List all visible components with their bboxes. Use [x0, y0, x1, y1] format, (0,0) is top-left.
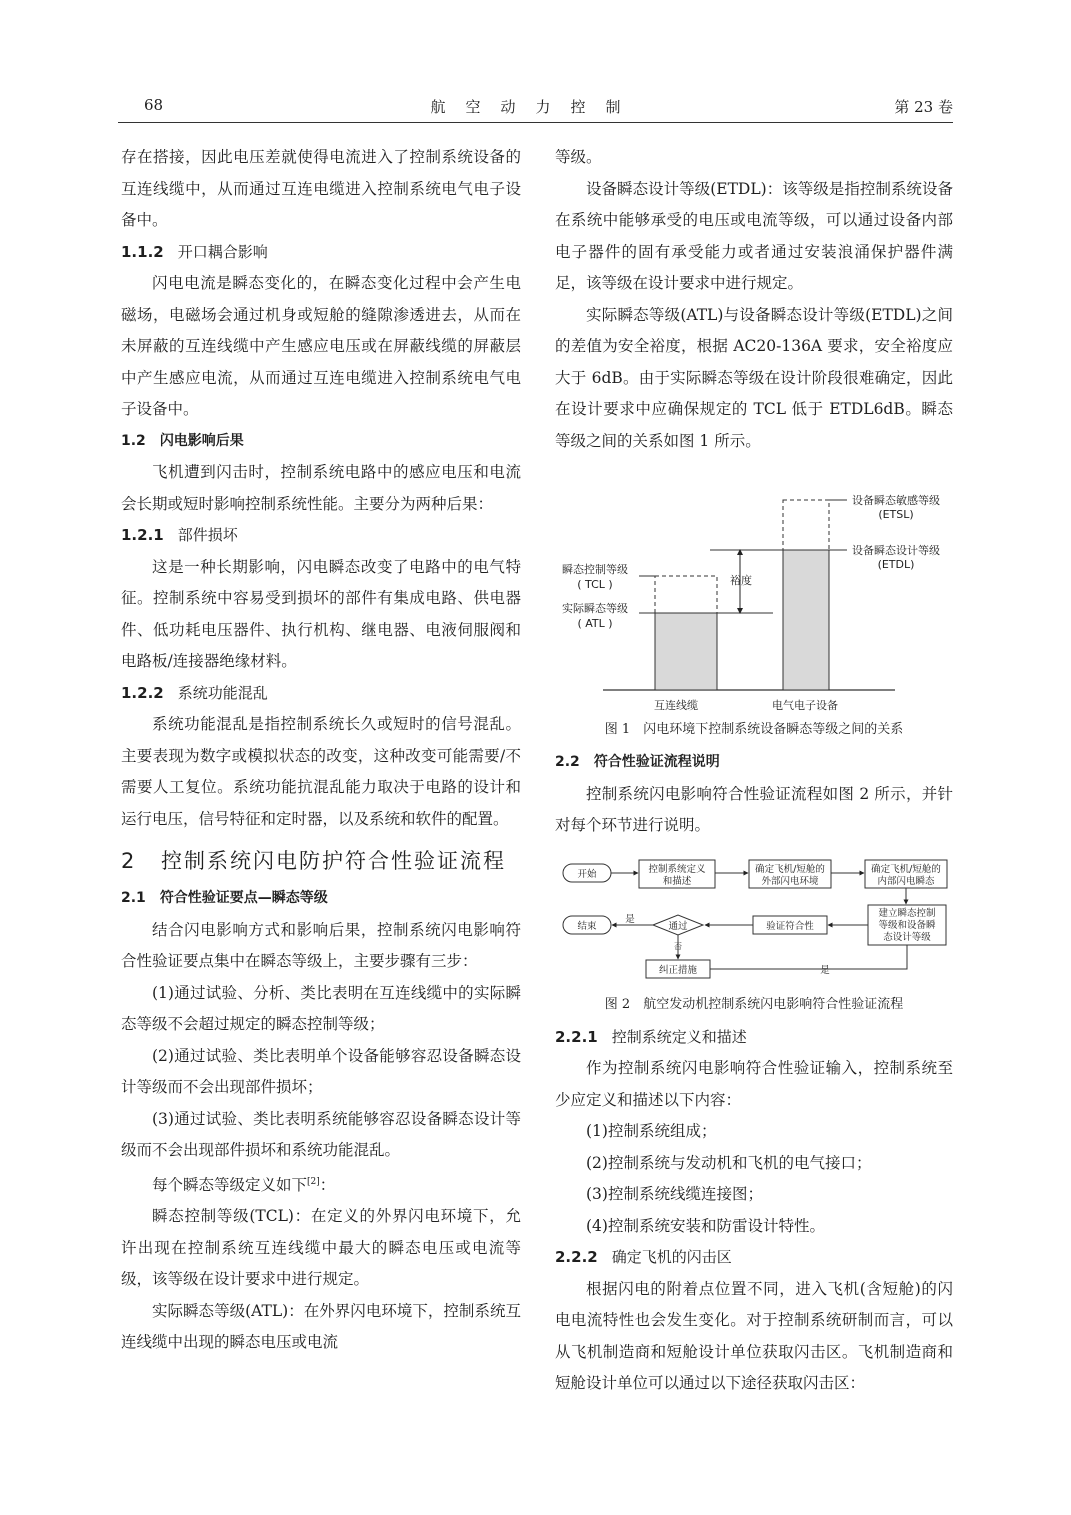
volume-label: 第 23 卷	[894, 98, 953, 116]
paragraph: 存在搭接，因此电压差就使得电流进入了控制系统设备的互连线缆中，从而通过互连电缆进入控制系统电气电子设备中。	[121, 148, 521, 229]
list-item: (2)通过试验、类比表明单个设备能够容忍设备瞬态设计等级而不会出现部件损坏；	[121, 1046, 521, 1096]
box-corrective-action-label: 纠正措施	[658, 964, 698, 976]
paragraph-text: 每个瞬态等级定义如下	[152, 1175, 308, 1194]
section-heading-1-2	[121, 426, 521, 458]
paragraph-end: ：	[319, 1175, 336, 1194]
paragraph: 结合闪电影响方式和影响后果，控制系统闪电影响符合性验证要点集中在瞬态等级上，主要步骤有三步：	[121, 920, 521, 970]
tcl-label: 瞬态控制等级	[562, 563, 628, 576]
etsl-abbr: (ETSL)	[878, 508, 914, 521]
section-heading-2-2-2	[555, 1242, 953, 1274]
paragraph: 设备瞬态设计等级(ETDL)：该等级是指控制系统设备在系统中能够承受的电压或电流等级，可以通过设备内部电子器件的固有承受能力或者通过安装浪涌保护器件满足，该等级在设计要求中进行规定。	[555, 179, 953, 292]
section-number: 2.2.1	[555, 1027, 598, 1046]
box-establish-levels-line2: 等级和设备瞬	[878, 919, 936, 931]
paragraph: 实际瞬态等级(ATL)：在外界闪电环境下，控制系统互连线缆中出现的瞬态电压或电流	[121, 1301, 521, 1352]
paragraph: 飞机遭到闪击时，控制系统电路中的感应电压和电流会长期或短时影响控制系统性能。主要分为两种后果：	[121, 463, 521, 513]
end-label: 结束	[577, 920, 597, 932]
section-heading-1-2-2	[121, 678, 521, 710]
cable-atl-bar	[655, 613, 717, 690]
section-title: 控制系统闪电防护符合性验证流程	[161, 849, 506, 873]
paragraph: 等级。	[555, 148, 602, 166]
box-establish-levels-line1: 建立瞬态控制	[878, 907, 936, 919]
equipment-etdl-bar	[783, 550, 829, 690]
paragraph: 系统功能混乱是指控制系统长久或短时的信号混乱。主要表现为数字或模拟状态的改变，这种改变可能需要/不需要人工复位。系统功能抗混乱能力取决于电路的设计和运行电压，信号特征和定时器，以及系统和软件的配置。	[121, 715, 521, 828]
section-number: 2	[121, 849, 135, 873]
box-define-system-line1: 控制系统定义	[648, 863, 706, 875]
section-title: 符合性验证流程说明	[593, 754, 720, 770]
section-title: 闪电影响后果	[159, 432, 244, 449]
paragraph: 控制系统闪电影响符合性验证流程如图 2 所示，并针对每个环节进行说明。	[555, 784, 953, 834]
paragraph: 瞬态控制等级(TCL)：在定义的外界闪电环境下，允许出现在控制系统互连线缆中最大的瞬态电压或电流等级，该等级在设计要求中进行规定。	[121, 1207, 521, 1289]
running-header	[118, 96, 953, 123]
no-label: 否	[674, 941, 682, 951]
margin-label: 裕度	[730, 574, 752, 587]
list-item: (4)控制系统安装和防雷设计特性。	[586, 1216, 825, 1235]
section-heading-2-2	[555, 747, 953, 779]
box-internal-transient-line2: 内部闪电瞬态	[877, 875, 935, 887]
box-establish-levels-line3: 态设计等级	[883, 931, 931, 943]
paragraph: 根据闪电的附着点位置不同，进入飞机(含短舱)的闪电电流特性也会发生变化。对于控制系统研制而言，可以从飞机制造商和短舱设计单位获取闪击区。飞机制造商和短舱设计单位可以通过以下途径获取闪击区：	[555, 1279, 953, 1392]
section-heading-1-2-1	[121, 520, 521, 552]
paragraph	[121, 1167, 521, 1202]
figure-2-caption: 图 2 航空发动机控制系统闪电影响符合性验证流程	[604, 996, 904, 1012]
section-number: 1.1.2	[121, 242, 164, 261]
section-heading-1-1-2	[121, 237, 521, 269]
box-verify-label: 验证符合性	[766, 920, 814, 932]
list-item: (3)通过试验、类比表明系统能够容忍设备瞬态设计等级而不会出现部件损坏和系统功能混乱。	[121, 1109, 521, 1159]
paragraph: 这是一种长期影响，闪电瞬态改变了电路中的电气特征。控制系统中容易受到损坏的部件有集成电路、供电器件、低功耗电压器件、执行机构、继电器、电液伺服阀和电路板/连接器绝缘材料。	[121, 557, 521, 670]
decision-pass-label: 通过	[668, 920, 688, 932]
right-column	[555, 142, 953, 1400]
x-label-cable: 互连线缆	[654, 699, 698, 712]
etdl-abbr: (ETDL)	[877, 558, 915, 571]
section-title: 部件损坏	[177, 526, 238, 544]
section-number: 2.1	[121, 890, 146, 906]
list-item: (1)控制系统组成；	[586, 1122, 717, 1140]
section-title: 系统功能混乱	[177, 683, 268, 702]
start-label: 开始	[577, 868, 597, 880]
section-heading-2	[121, 843, 521, 879]
list-item: (1)通过试验、分析、类比表明在互连线缆中的实际瞬态等级不会超过规定的瞬态控制等级；	[121, 983, 521, 1033]
yes-label-2: 是	[820, 964, 830, 976]
etdl-label: 设备瞬态设计等级	[852, 544, 940, 557]
atl-label: 实际瞬态等级	[562, 602, 628, 615]
left-column	[121, 142, 521, 1359]
figure-2-flowchart	[555, 852, 953, 990]
etsl-label: 设备瞬态敏感等级	[852, 494, 940, 507]
page-number: 68	[144, 96, 164, 114]
section-number: 1.2.1	[121, 526, 164, 544]
box-internal-transient-line1: 确定飞机/短舱的	[871, 863, 941, 875]
list-item: (2)控制系统与发动机和飞机的电气接口；	[586, 1153, 872, 1172]
section-number: 2.2.2	[555, 1248, 598, 1266]
x-label-equipment: 电气电子设备	[772, 699, 838, 712]
box-external-env-line1: 确定飞机/短舱的	[755, 863, 825, 875]
citation-ref: [2]	[307, 1176, 320, 1187]
figure-1-caption: 图 1 闪电环境下控制系统设备瞬态等级之间的关系	[604, 722, 904, 737]
section-heading-2-2-1	[555, 1022, 953, 1054]
box-external-env-line2: 外部闪电环境	[761, 875, 819, 887]
figure-1-diagram	[555, 473, 953, 715]
journal-title: 航空动力控制	[430, 98, 641, 116]
paragraph: 作为控制系统闪电影响符合性验证输入，控制系统至少应定义和描述以下内容：	[555, 1059, 953, 1109]
section-title: 控制系统定义和描述	[611, 1027, 747, 1046]
section-number: 2.2	[555, 754, 580, 770]
atl-abbr: ( ATL )	[577, 617, 613, 630]
tcl-abbr: ( TCL )	[577, 578, 613, 591]
box-define-system-line2: 和描述	[662, 875, 692, 887]
yes-label-1: 是	[625, 913, 635, 925]
paragraph: 闪电电流是瞬态变化的，在瞬态变化过程中会产生电磁场，电磁场会通过机身或短舱的缝隙渗透进去，从而在未屏蔽的互连线缆中产生感应电压或在屏蔽线缆的屏蔽层中产生感应电流，从而通过互连电缆进入控制系统电气电子设备中。	[121, 274, 521, 418]
section-title: 开口耦合影响	[177, 242, 268, 261]
list-item: (3)控制系统线缆连接图；	[586, 1185, 763, 1203]
section-number: 1.2	[121, 432, 146, 449]
section-number: 1.2.2	[121, 683, 164, 702]
section-title: 符合性验证要点—瞬态等级	[159, 890, 328, 906]
section-title: 确定飞机的闪击区	[611, 1248, 732, 1266]
paragraph: 实际瞬态等级(ATL)与设备瞬态设计等级(ETDL)之间的差值为安全裕度，根据 AC20-136A 要求，安全裕度应大于 6dB。由于实际瞬态等级在设计阶段很难确定，因此在设计要求中应确保规定的 TCL 低于 ETDL6dB。瞬态等级之间的关系如图 1 所示。	[555, 305, 953, 450]
section-heading-2-1	[121, 883, 521, 915]
loop-back-line	[710, 945, 907, 969]
